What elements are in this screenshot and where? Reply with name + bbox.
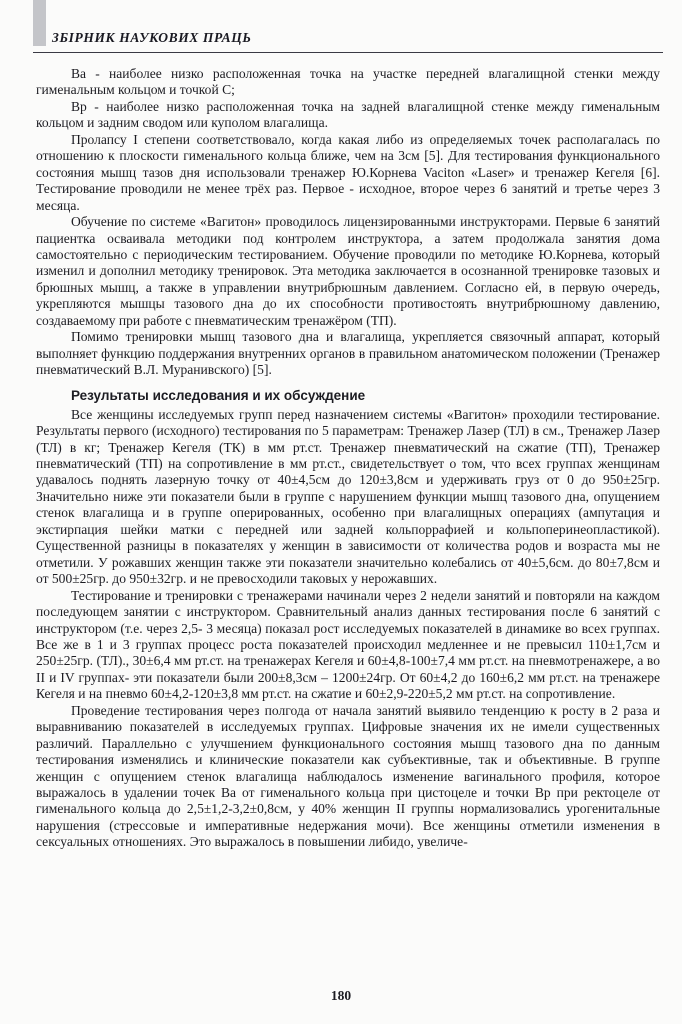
header-gray-bar [33,0,46,46]
paragraph: Все женщины исследуемых групп перед назначением системы «Вагитон» проходили тестирование. Результаты первого (исходного) тестирования по 5 параметрам: Тренажер Лазер (ТЛ) в см., Тренажер Лазер (ТЛ) в кг; Тренажер Кегеля (ТК) в мм рт.ст. Тренажер пневматический на сжатие (ТП), Тренажер пневматический (ТП) на сопротивление в мм рт.ст., свидетельствует о том, что всех группах женщинам удавалось поднять лазерную точку от 40±4,5см до 120±3,8см и удерживать груз от 0 до 950±25гр. Значительно ниже эти показатели были в группе с нарушением функции мышц тазового дна, опущением стенок влагалища и в группе оперированных, особенно при влагалищных операциях (ампутация и экстирпация шейки матки с передней или задней кольпоррафией и кольпоперинеопластикой). Существенной разницы в показателях у женщин в зависимости от количества родов и возраста мы не отметили. У рожавших женщин также эти показатели значительно колебались от 40±5,6см. до 80±7,8см и от 500±25гр. до 950±32гр. и не превосходили таковых у нерожавших. [36,406,660,587]
body-text [36,66,660,851]
paragraph: Вр - наиболее низко расположенная точка на задней влагалищной стенке между гименальным кольцом и задним сводом или куполом влагалища. [36,98,660,131]
section-heading: Результаты исследования и их обсуждение [71,387,366,403]
page-number: 180 [330,988,352,1003]
paragraph: Ва - наиболее низко расположенная точка на участке передней влагалищной стенки между гименальным кольцом и точкой С; [36,66,660,98]
paragraph: Пролапсу I степени соответствовало, когда какая либо из определяемых точек располагалась по отношению к плоскости гименального кольца ближе, чем на 3см [5]. Для тестирования функционального состояния мышц тазов дня использовали тренажер Ю.Корнева Vaciton «Laser» и тренажер Кегеля [6]. Тестирование проводили не менее трёх раз. Первое - исходное, второе через 6 занятий и третье через 3 месяца. [36,131,660,213]
paragraph: Обучение по системе «Вагитон» проводилось лицензированными инструкторами. Первые 6 занятий пациентка осваивала методики под контролем инструктора, а затем продолжала занятия дома самостоятельно с периодическим тестированием. Обучение проводили по методике Ю.Корнева, который изменил и дополнил методику тренировок. Эта методика заключается в осознанной тренировке тазовых и брюшных мышц, а также в управлении внутрибрюшным давлением. Согласно ей, в первую очередь, укрепляются мышцы тазового дна до их способности противостоять внутрибрюшному давлению, создаваемому при работе с пневматическим тренажёром (ТП). [36,214,660,328]
paragraph: Проведение тестирования через полгода от начала занятий выявило тенденцию к росту в 2 раза и выравниванию показателей в исследуемых группах. Цифровые значения их не имели существенных различий. Параллельно с улучшением функционального состояния мышц тазового дна по данным тестирования изменялись и клинические показатели как субъективные, так и объективные. В группе женщин с опущением стенок влагалища наблюдалось изменение вагинального профиля, которое выражалось в удалении точек Ва от гименального кольца при цистоцеле и точки Вр при ректоцеле от гименального кольца до 2,5±1,2-3,2±0,8см, у 40% женщин II группы нормализовались урогенитальные нарушения (стрессовые и императивные недержания мочи). Все женщины отметили изменения в сексуальных отношениях. Это выражалось в повышении либидо, увеличе- [36,702,660,850]
running-head: ЗБІРНИК НАУКОВИХ ПРАЦЬ [52,30,252,45]
header-rule [33,52,663,53]
paragraph: Помимо тренировки мышц тазового дна и влагалища, укрепляется связочный аппарат, который выполняет функцию поддержания внутренних органов в правильном анатомическом положении (Тренажер пневматический В.Л. Муранивского) [5]. [36,329,660,378]
paragraph: Тестирование и тренировки с тренажерами начинали через 2 недели занятий и повторяли на каждом последующем занятии с инструктором. Сравнительный анализ данных тестирования после 6 занятий с инструктором (т.е. через 2,5- 3 месяца) показал рост исследуемых показателей в динамике во всех группах. Все же в 1 и 3 группах процесс роста показателей происходил медленнее и не превысил 110±1,7см и 250±25гр. (ТЛ)., 30±6,4 мм рт.ст. на тренажерах Кегеля и 60±4,8-100±7,4 мм рт.ст. на пневмотренажере, а во II и IV группах- эти показатели были 200±8,3см – 1200±24гр. От 60±4,2 до 160±6,2 мм рт.ст. на тренажере Кегеля и на пневмо 60±4,2-120±3,8 мм рт.ст. на сжатие и 60±2,9-220±5,2 мм рт.ст. на сопротивление. [36,587,660,702]
